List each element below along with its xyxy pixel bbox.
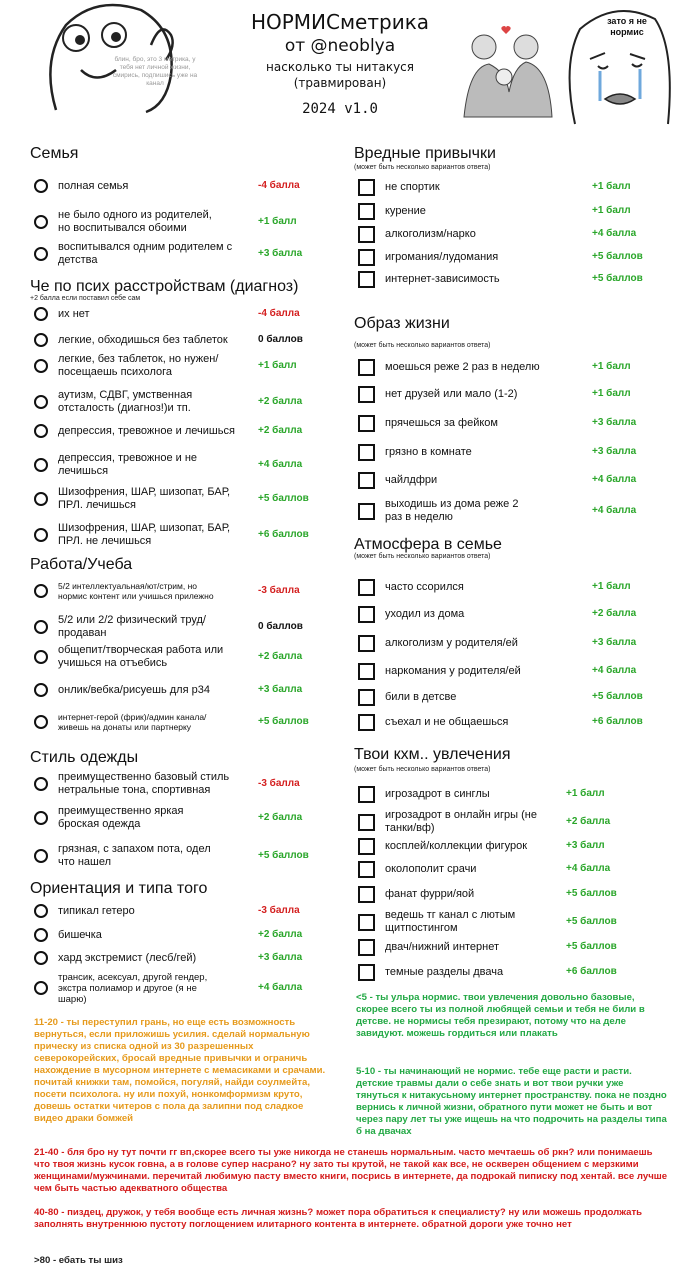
score-value: +4 балла [258, 982, 303, 993]
radio-circle[interactable] [34, 683, 48, 697]
option-label: косплей/коллекции фигурок [385, 839, 528, 852]
option-label: 5/2 интеллектуальная/ют/стрим, но нормис контент или учишься прилежно [58, 581, 214, 601]
radio-option[interactable] [34, 451, 256, 479]
checkbox-option[interactable] [358, 409, 563, 437]
checkbox-option[interactable] [358, 657, 563, 685]
score-value: -3 балла [258, 778, 300, 789]
radio-circle[interactable] [34, 951, 48, 965]
result-gt80: >80 - ебать ты шиз [34, 1255, 123, 1266]
score-value: +4 балла [592, 505, 637, 516]
option-label: не спортик [385, 180, 440, 193]
wojak-caption [582, 16, 672, 38]
checkbox-option[interactable] [358, 600, 563, 628]
score-value: -3 балла [258, 585, 300, 596]
score-value: +2 балла [258, 812, 303, 823]
option-label: били в детсве [385, 690, 457, 703]
score-value: +4 балла [592, 228, 637, 239]
radio-circle[interactable] [34, 333, 48, 347]
option-label: ведешь тг канал с лютым щитпостингом [385, 909, 516, 934]
score-value: +6 баллов [258, 529, 309, 540]
checkbox[interactable] [358, 415, 375, 432]
checkbox-option[interactable] [358, 573, 563, 601]
option-label: легкие, без таблеток, но нужен/ посещаешь психолога [58, 353, 219, 378]
option-label: интернет-герой (фрик)/админ канала/ живешь на донаты или партнерку [58, 712, 207, 732]
score-value: +4 балла [592, 474, 637, 485]
radio-circle[interactable] [34, 620, 48, 634]
section-subtitle: (может быть несколько вариантов ответа) [354, 164, 491, 171]
checkbox[interactable] [358, 226, 375, 243]
checkbox-option[interactable] [358, 933, 563, 961]
score-value: +2 балла [592, 608, 637, 619]
checkbox-option[interactable] [358, 265, 563, 293]
section-title: Че по псих расстройствам (диагноз) [30, 278, 299, 295]
subtitle-line-2: (травмирован) [293, 76, 387, 90]
score-value: +1 балл [592, 388, 631, 399]
result-lt5: <5 - ты ульра нормис. твои увлечения довольно базовые, скорее всего ты из полной любящей семьи и тебя не били в детсве. не нормисы тебя презирают, потому что на деле завидуют. можешь гордиться или плакать [356, 992, 645, 1039]
option-label: околополит срачи [385, 862, 477, 875]
checkbox-option[interactable] [358, 629, 563, 657]
radio-circle[interactable] [34, 811, 48, 825]
subtitle-line: насколько ты нитакуся [266, 60, 414, 74]
checkbox[interactable] [358, 861, 375, 878]
score-value: +5 баллов [592, 251, 643, 262]
section-title: Стиль одежды [30, 749, 139, 766]
option-label: курение [385, 204, 426, 217]
option-label: хард экстремист (лесб/гей) [58, 951, 197, 964]
radio-circle[interactable] [34, 307, 48, 321]
score-value: +3 балла [258, 248, 303, 259]
score-value: +5 баллов [566, 941, 617, 952]
checkbox-option[interactable] [358, 958, 563, 986]
score-value: +5 баллов [566, 888, 617, 899]
radio-option[interactable] [34, 770, 256, 798]
radio-option[interactable] [34, 971, 256, 1005]
score-value: +2 балла [258, 651, 303, 662]
checkbox[interactable] [358, 579, 375, 596]
option-label: фанат фурри/яой [385, 887, 475, 900]
radio-option[interactable] [34, 240, 256, 268]
radio-circle[interactable] [34, 528, 48, 542]
result-21-40: 21-40 - бля бро ну тут почти гг вп,скорее всего ты уже никогда не станешь нормальным. часто мечтаешь об ркн? или понимаешь что твоя жизнь кусок говна, а в голове супер насрано? ну зато ты крутой, не такой как все, не оскверен общением с мерзкими женщинами/мужчинами. перечитай любимую пасту вместо книги, посрись в интернете, да подрокай пиписку под хентай. все лучше чем быть частью адекватного общества [34, 1147, 668, 1194]
option-label: полная семья [58, 179, 129, 192]
checkbox-option[interactable] [358, 780, 563, 808]
checkbox[interactable] [358, 472, 375, 489]
radio-option[interactable] [34, 326, 256, 354]
checkbox[interactable] [358, 964, 375, 981]
checkbox[interactable] [358, 203, 375, 220]
radio-option[interactable] [34, 300, 256, 328]
score-value: +1 балл [592, 361, 631, 372]
header [0, 0, 680, 130]
section-subtitle: (может быть несколько вариантов ответа) [354, 342, 491, 349]
radio-option[interactable] [34, 485, 256, 513]
score-value: +2 балла [258, 929, 303, 940]
option-label: легкие, обходишься без таблеток [58, 333, 228, 346]
score-value: +3 балла [592, 637, 637, 648]
option-label: аутизм, СДВГ, умственная отсталость (диагноз!)и тп. [58, 389, 193, 414]
radio-circle[interactable] [34, 215, 48, 229]
option-label: игрозадрот в синглы [385, 787, 490, 800]
score-value: +3 балла [258, 684, 303, 695]
checkbox[interactable] [358, 714, 375, 731]
score-value: -4 балла [258, 180, 300, 191]
score-value: +5 баллов [258, 850, 309, 861]
radio-circle[interactable] [34, 247, 48, 261]
checkbox[interactable] [358, 179, 375, 196]
result-40-80: 40-80 - пиздец, дружок, у тебя вообще есть личная жизнь? может пора обратиться к специалисту? ну или можешь продолжать заполнять внутреннюю пустоту поглощением илитарного контента в интернете. обратной дороги уже точно нет [34, 1207, 643, 1230]
checkbox[interactable] [358, 689, 375, 706]
option-label: наркомания у родителя/ей [385, 664, 521, 677]
option-label: 5/2 или 2/2 физический труд/ продаван [58, 614, 206, 639]
option-label: общепит/творческая работа или учишься на отъебись [58, 644, 224, 669]
checkbox[interactable] [358, 663, 375, 680]
section-title: Образ жизни [354, 315, 450, 332]
option-label: моешься реже 2 раз в неделю [385, 360, 540, 373]
checkbox-option[interactable] [358, 380, 563, 408]
checkbox-option[interactable] [358, 497, 563, 525]
option-label: чайлдфри [385, 473, 438, 486]
score-value: +5 баллов [258, 716, 309, 727]
option-label: алкоголизм у родителя/ей [385, 636, 518, 649]
radio-circle[interactable] [34, 849, 48, 863]
radio-option[interactable] [34, 208, 256, 236]
section-subtitle: (может быть несколько вариантов ответа) [354, 553, 491, 560]
radio-circle[interactable] [34, 395, 48, 409]
section-title: Атмосфера в семье [354, 536, 502, 553]
radio-circle[interactable] [34, 928, 48, 942]
option-label: уходил из дома [385, 607, 465, 620]
option-label: не было одного из родителей, но воспитывался обоими [58, 209, 212, 234]
score-value: 0 баллов [258, 621, 303, 632]
checkbox[interactable] [358, 914, 375, 931]
radio-circle[interactable] [34, 715, 48, 729]
option-label: Шизофрения, ШАР, шизопат, БАР, ПРЛ. лечишься [58, 486, 231, 511]
checkbox[interactable] [358, 838, 375, 855]
radio-option[interactable] [34, 643, 256, 671]
wojak-caption-line-2: нормис [610, 27, 644, 37]
section-subtitle: (может быть несколько вариантов ответа) [354, 766, 491, 773]
score-value: +4 балла [258, 459, 303, 470]
score-value: +1 балл [258, 216, 297, 227]
option-label: нет друзей или мало (1-2) [385, 387, 518, 400]
score-value: +5 баллов [592, 691, 643, 702]
radio-circle[interactable] [34, 458, 48, 472]
section-title: Ориентация и типа того [30, 880, 208, 897]
checkbox[interactable] [358, 886, 375, 903]
checkbox-option[interactable] [358, 438, 563, 466]
section-subtitle: +2 балла если поставил себе сам [30, 295, 141, 302]
checkbox[interactable] [358, 503, 375, 520]
checkbox[interactable] [358, 635, 375, 652]
radio-option[interactable] [34, 172, 256, 200]
option-label: грязная, с запахом пота, одел что нашел [58, 843, 211, 868]
score-value: +2 балла [258, 425, 303, 436]
checkbox[interactable] [358, 444, 375, 461]
option-label: трансик, асексуал, другой гендер, экстра полиамор и другое (я не шарю) [58, 971, 208, 1005]
option-label: депрессия, тревожное и не лечишься [58, 452, 198, 477]
radio-circle[interactable] [34, 359, 48, 373]
option-label: преимущественно яркая броская одежда [58, 805, 184, 830]
checkbox[interactable] [358, 606, 375, 623]
radio-circle[interactable] [34, 981, 48, 995]
radio-circle[interactable] [34, 492, 48, 506]
checkbox[interactable] [358, 359, 375, 376]
option-label: темные разделы двача [385, 965, 504, 978]
section-title: Твои кхм.. увлечения [354, 746, 511, 763]
radio-option[interactable] [34, 708, 256, 736]
checkbox-option[interactable] [358, 353, 563, 381]
page-title: НОРМИСметрика [250, 10, 430, 34]
option-label: интернет-зависимость [385, 272, 500, 285]
radio-option[interactable] [34, 352, 256, 380]
score-value: +3 балла [592, 446, 637, 457]
score-value: +6 баллов [566, 966, 617, 977]
score-value: -4 балла [258, 308, 300, 319]
checkbox-option[interactable] [358, 908, 563, 936]
radio-option[interactable] [34, 521, 256, 549]
checkbox[interactable] [358, 271, 375, 288]
radio-option[interactable] [34, 676, 256, 704]
option-label: игрозадрот в онлайн игры (не танки/вф) [385, 809, 537, 834]
option-label: игромания/лудомания [385, 250, 499, 263]
option-label: выходишь из дома реже 2 раз в неделю [385, 498, 519, 523]
option-label: прячешься за фейком [385, 416, 498, 429]
radio-option[interactable] [34, 577, 256, 605]
score-value: +4 балла [566, 863, 611, 874]
score-value: +1 балл [592, 181, 631, 192]
radio-circle[interactable] [34, 777, 48, 791]
radio-option[interactable] [34, 388, 256, 416]
result-5-10: 5-10 - ты начинающий не нормис. тебе еще расти и расти. детские травмы дали о себе знать и вот твои ручки уже тянуться к нитакусьному интернет пространству. пока не поздно вернись к личной жизни, обратного пути может не быть и вот через пару лет ты уже ищешь на что подрочить на разделы типа б на двачах [356, 1066, 667, 1137]
score-value: +3 балл [566, 840, 605, 851]
option-label: грязно в комнате [385, 445, 472, 458]
radio-option[interactable] [34, 613, 256, 641]
section-title: Семья [30, 145, 79, 162]
result-11-20: 11-20 - ты переступил грань, но еще есть возможность вернуться, если приложишь усилия. сделай нормальную прическу из списка одной из 30 разрешенных северокорейских, бросай вредные привычки и ограничь нахождение в мусорном интернете с мемасиками и срачами. почитай книжки там, помойся, погуляй, найди соулмейта, посети психолога. ну или похуй, нонкомформизм круто, довешь остатки читеров с пола да залипни под сладкое видео драки бомжей [34, 1017, 326, 1124]
checkbox-option[interactable] [358, 683, 563, 711]
checkbox[interactable] [358, 386, 375, 403]
checkbox-option[interactable] [358, 880, 563, 908]
checkbox-option[interactable] [358, 466, 563, 494]
score-value: +1 балл [566, 788, 605, 799]
score-value: +5 баллов [258, 493, 309, 504]
option-label: онлик/вебка/рисуешь для р34 [58, 683, 210, 696]
option-label: Шизофрения, ШАР, шизопат, БАР, ПРЛ. не лечишься [58, 522, 231, 547]
checkbox[interactable] [358, 939, 375, 956]
radio-circle[interactable] [34, 179, 48, 193]
wojak-caption-line-1: зато я не [607, 16, 647, 26]
option-label: часто ссорился [385, 580, 464, 593]
radio-option[interactable] [34, 804, 256, 832]
section-title: Вредные привычки [354, 145, 496, 162]
option-label: бишечка [58, 928, 102, 941]
score-value: +5 баллов [566, 916, 617, 927]
score-value: +3 балла [592, 417, 637, 428]
score-value: +3 балла [258, 952, 303, 963]
family-sketch-icon [454, 22, 559, 122]
radio-option[interactable] [34, 842, 256, 870]
score-value: -3 балла [258, 905, 300, 916]
checkbox-option[interactable] [358, 708, 563, 736]
score-value: +5 баллов [592, 273, 643, 284]
score-value: +1 балл [258, 360, 297, 371]
score-value: 0 баллов [258, 334, 303, 345]
option-label: депрессия, тревожное и лечишься [58, 424, 235, 437]
left-meme-caption: блин, бро, это 3 метрика, у тебя нет личной жизни, смирись, подпишись уже на канал [112, 56, 198, 87]
checkbox[interactable] [358, 814, 375, 831]
checkbox[interactable] [358, 249, 375, 266]
score-value: +1 балл [592, 581, 631, 592]
score-value: +1 балл [592, 205, 631, 216]
radio-circle[interactable] [34, 584, 48, 598]
score-value: +6 баллов [592, 716, 643, 727]
score-value: +2 балла [258, 396, 303, 407]
score-value: +4 балла [592, 665, 637, 676]
option-label: двач/нижний интернет [385, 940, 500, 953]
option-label: преимущественно базовый стиль нетральные тона, спортивная [58, 771, 230, 796]
radio-circle[interactable] [34, 904, 48, 918]
version-label: 2024 v1.0 [302, 101, 378, 117]
checkbox-option[interactable] [358, 855, 563, 883]
option-label: съехал и не общаешься [385, 715, 509, 728]
author-line: от @neoblya [284, 36, 396, 56]
option-label: типикал гетеро [58, 904, 135, 917]
option-label: воспитывался одним родителем с детства [58, 241, 233, 266]
radio-option[interactable] [34, 944, 256, 972]
radio-circle[interactable] [34, 424, 48, 438]
checkbox[interactable] [358, 786, 375, 803]
section-title: Работа/Учеба [30, 556, 133, 573]
option-label: алкоголизм/нарко [385, 227, 476, 240]
option-label: их нет [58, 307, 90, 320]
score-value: +2 балла [566, 816, 611, 827]
radio-option[interactable] [34, 417, 256, 445]
radio-circle[interactable] [34, 650, 48, 664]
